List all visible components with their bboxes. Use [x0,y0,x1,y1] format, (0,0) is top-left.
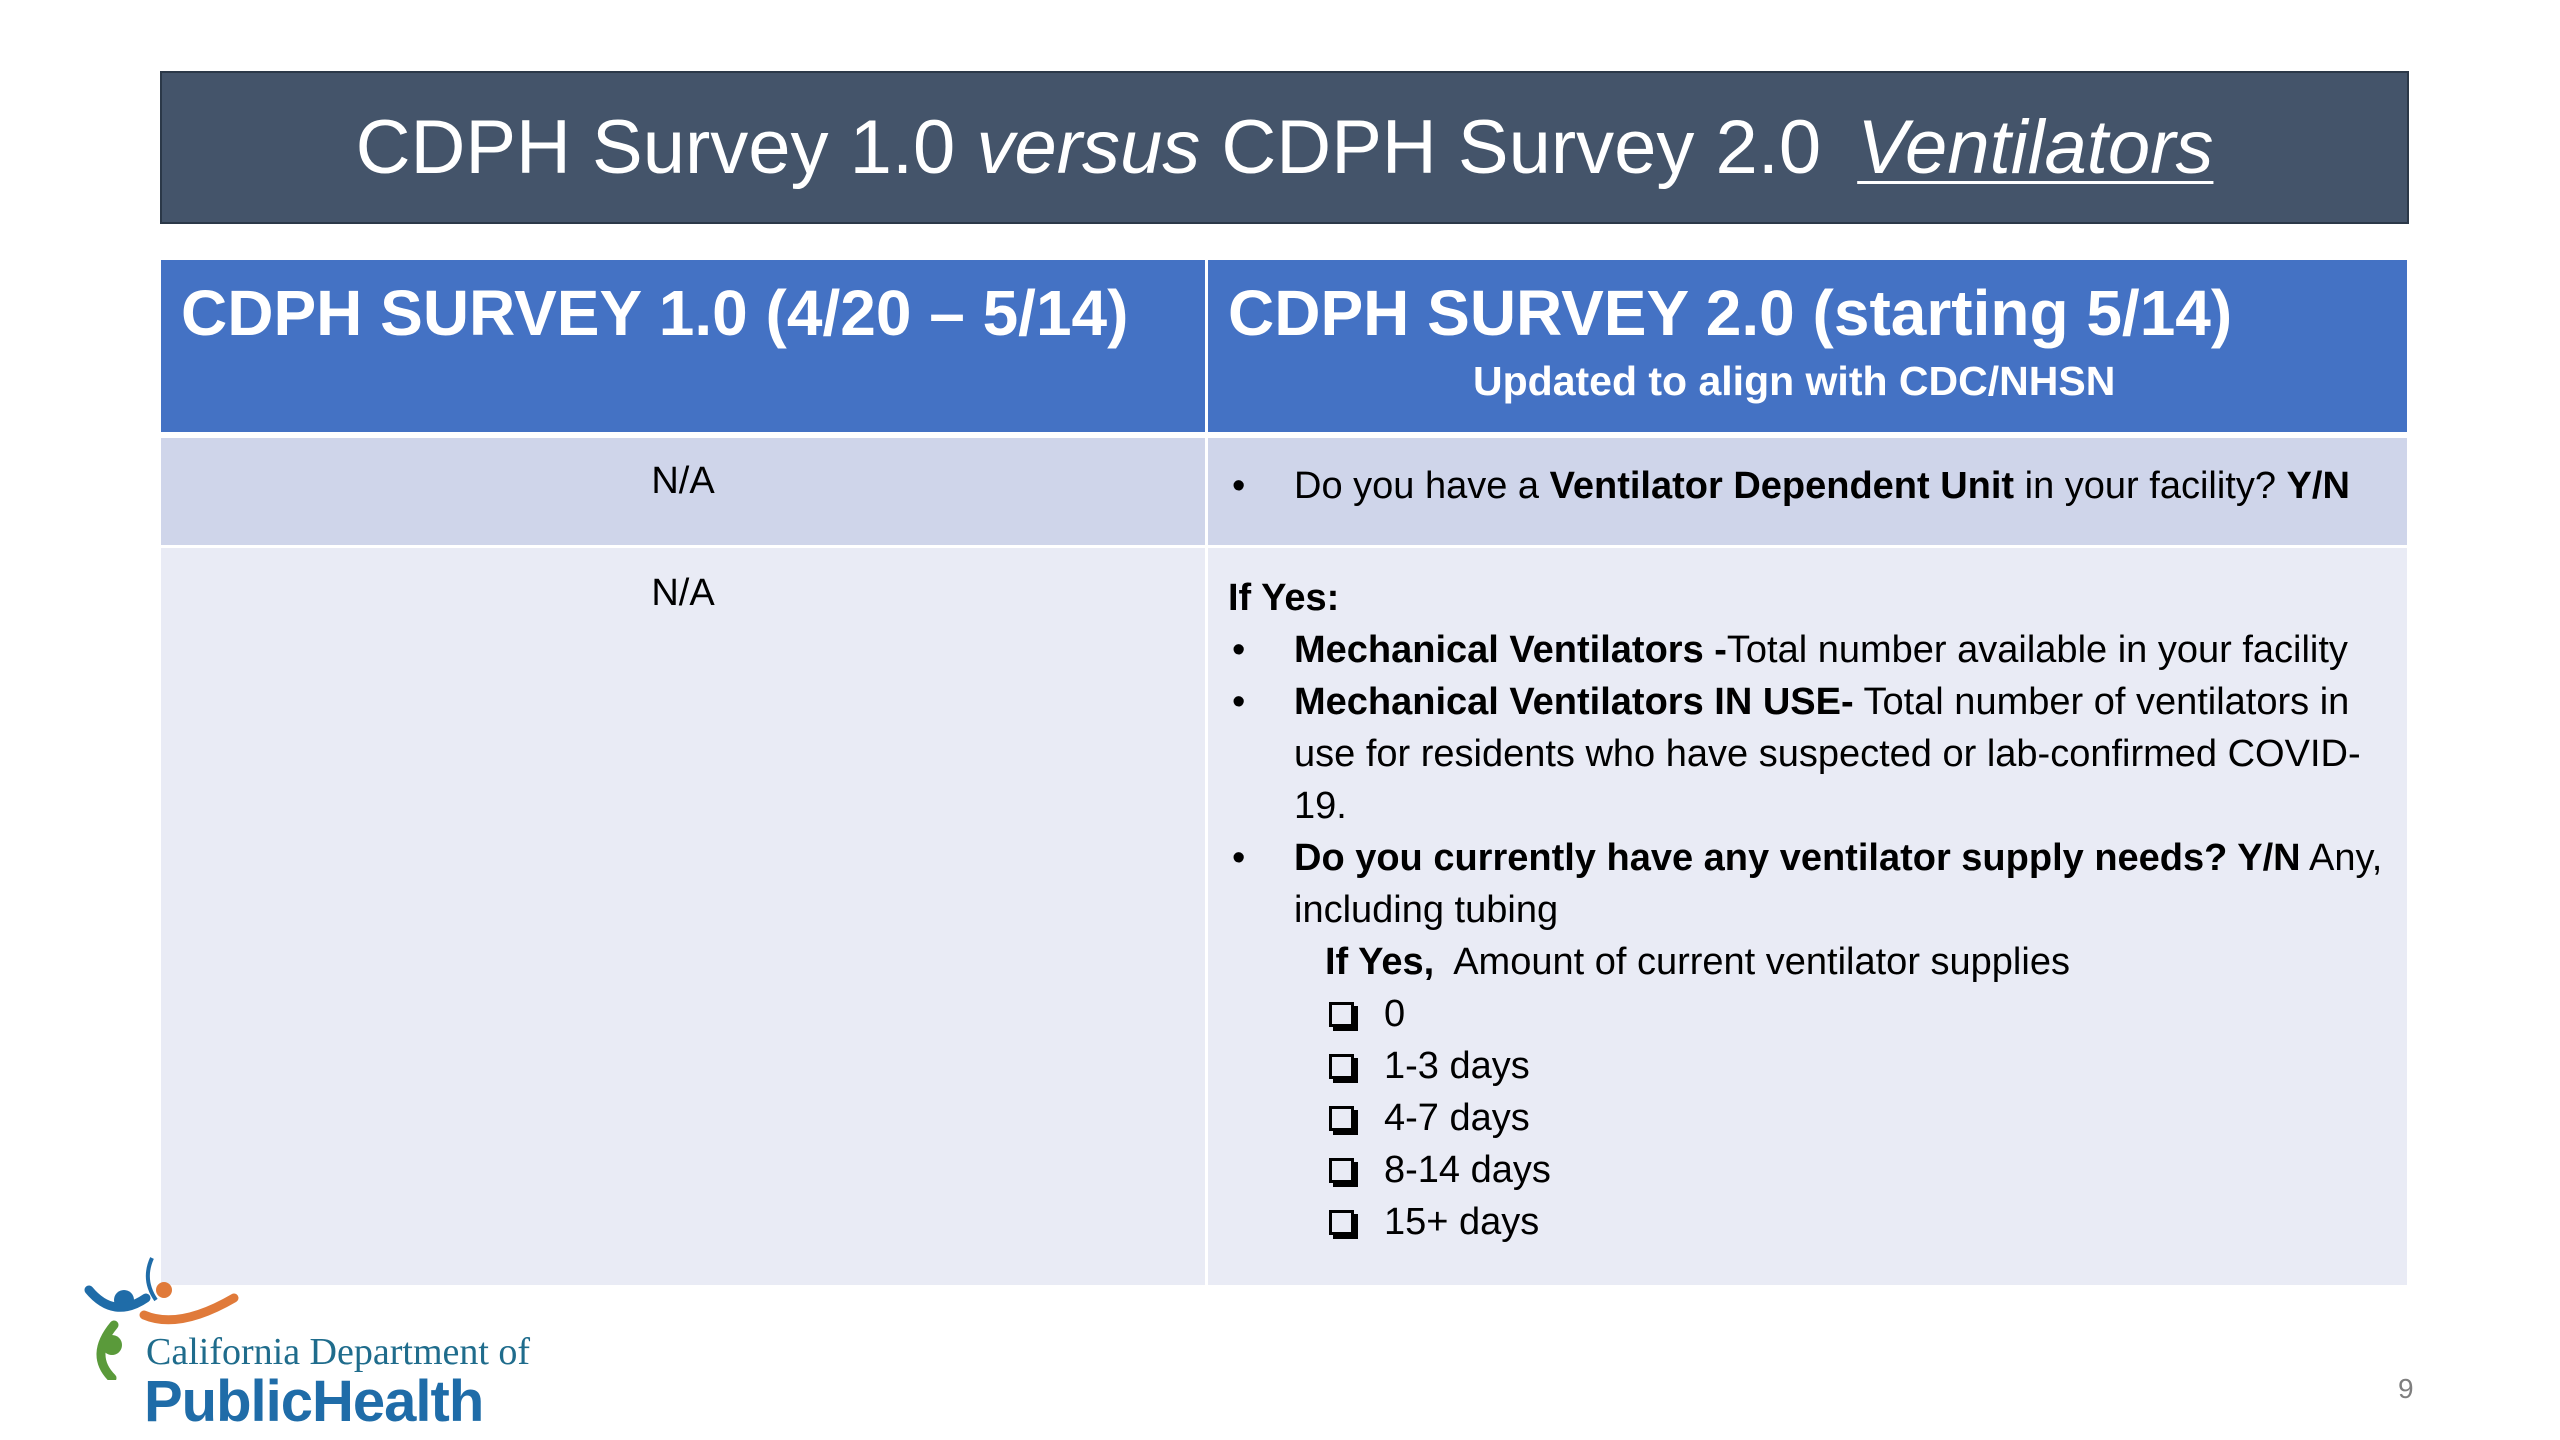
supplies-question [1325,936,2387,988]
row1-text-yn: Y/N [2286,465,2350,507]
checkbox-icon[interactable] [1329,1002,1354,1027]
checkbox-icon[interactable] [1329,1054,1354,1079]
list-item [1228,676,2387,832]
supplies-if-yes: If Yes, [1325,941,1435,983]
row1-text-mid: in your facility? [2014,465,2287,507]
supply-option[interactable] [1325,1040,2387,1092]
supply-option-label: 1-3 days [1384,1044,1530,1087]
table-row [161,545,2407,1285]
table-row [161,438,2407,545]
row2-na: N/A [651,572,715,614]
row1-left-cell [161,438,1208,545]
supply-option[interactable] [1325,1144,2387,1196]
header-survey-2-label: CDPH SURVEY 2.0 (starting 5/14) [1228,277,2233,349]
bullet-icon: • [1232,629,1246,671]
table-header-row [161,260,2407,432]
list-item [1228,460,2387,512]
supply-option[interactable] [1325,988,2387,1040]
page-number: 9 [2398,1373,2414,1404]
supply-option-label: 4-7 days [1384,1096,1530,1139]
list-item [1228,832,2387,936]
bullet-3-text: Any, including tubing [1294,837,2383,931]
row1-right-cell [1208,438,2407,545]
supply-option[interactable] [1325,1092,2387,1144]
comparison-table [161,260,2407,1285]
checkbox-icon[interactable] [1329,1106,1354,1131]
row2-right-cell [1208,545,2407,1285]
row2-left-cell [161,545,1208,1285]
row1-text-bold: Ventilator Dependent Unit [1549,465,2015,507]
bullet-icon: • [1232,465,1246,507]
bullet-2-bold: Mechanical Ventilators IN USE- [1294,681,1854,723]
bullet-2-text: Total number of ventilators in use for residents who have suspected or lab-confirmed COVID-19. [1294,681,2361,827]
row1-na: N/A [651,460,715,502]
header-survey-1 [161,260,1208,432]
title-part-2: versus [976,105,1201,190]
bullet-icon: • [1232,837,1246,879]
header-survey-1-label: CDPH SURVEY 1.0 (4/20 – 5/14) [181,277,1129,349]
checkbox-icon[interactable] [1329,1210,1354,1235]
supply-option-label: 15+ days [1384,1200,1540,1243]
title-part-4: Ventilators [1857,105,2214,190]
supply-option-label: 0 [1384,992,1406,1035]
slide-title [160,71,2409,224]
supplies-text: Amount of current ventilator supplies [1434,941,2070,983]
bullet-1-text: Total number available in your facility [1726,629,2348,671]
bullet-icon: • [1232,681,1246,723]
cdph-logo-line2: PublicHealth [144,1369,484,1434]
if-yes-label: If Yes: [1228,577,1340,619]
header-survey-2 [1208,260,2407,432]
header-survey-2-subtitle: Updated to align with CDC/NHSN [1473,358,2116,404]
cdph-logo-line1: California Department of [146,1331,531,1373]
bullet-1-bold: Mechanical Ventilators - [1294,629,1727,671]
title-part-3: CDPH Survey 2.0 [1221,105,1822,190]
cdph-logo [84,1250,544,1434]
checkbox-icon[interactable] [1329,1158,1354,1183]
supply-option[interactable] [1325,1196,2387,1248]
row1-text-prefix: Do you have a [1294,465,1550,507]
title-part-1: CDPH Survey 1.0 [355,105,956,190]
supply-option-label: 8-14 days [1384,1148,1551,1191]
bullet-3-bold: Do you currently have any ventilator supply needs? Y/N [1294,837,2301,879]
list-item [1228,624,2387,676]
